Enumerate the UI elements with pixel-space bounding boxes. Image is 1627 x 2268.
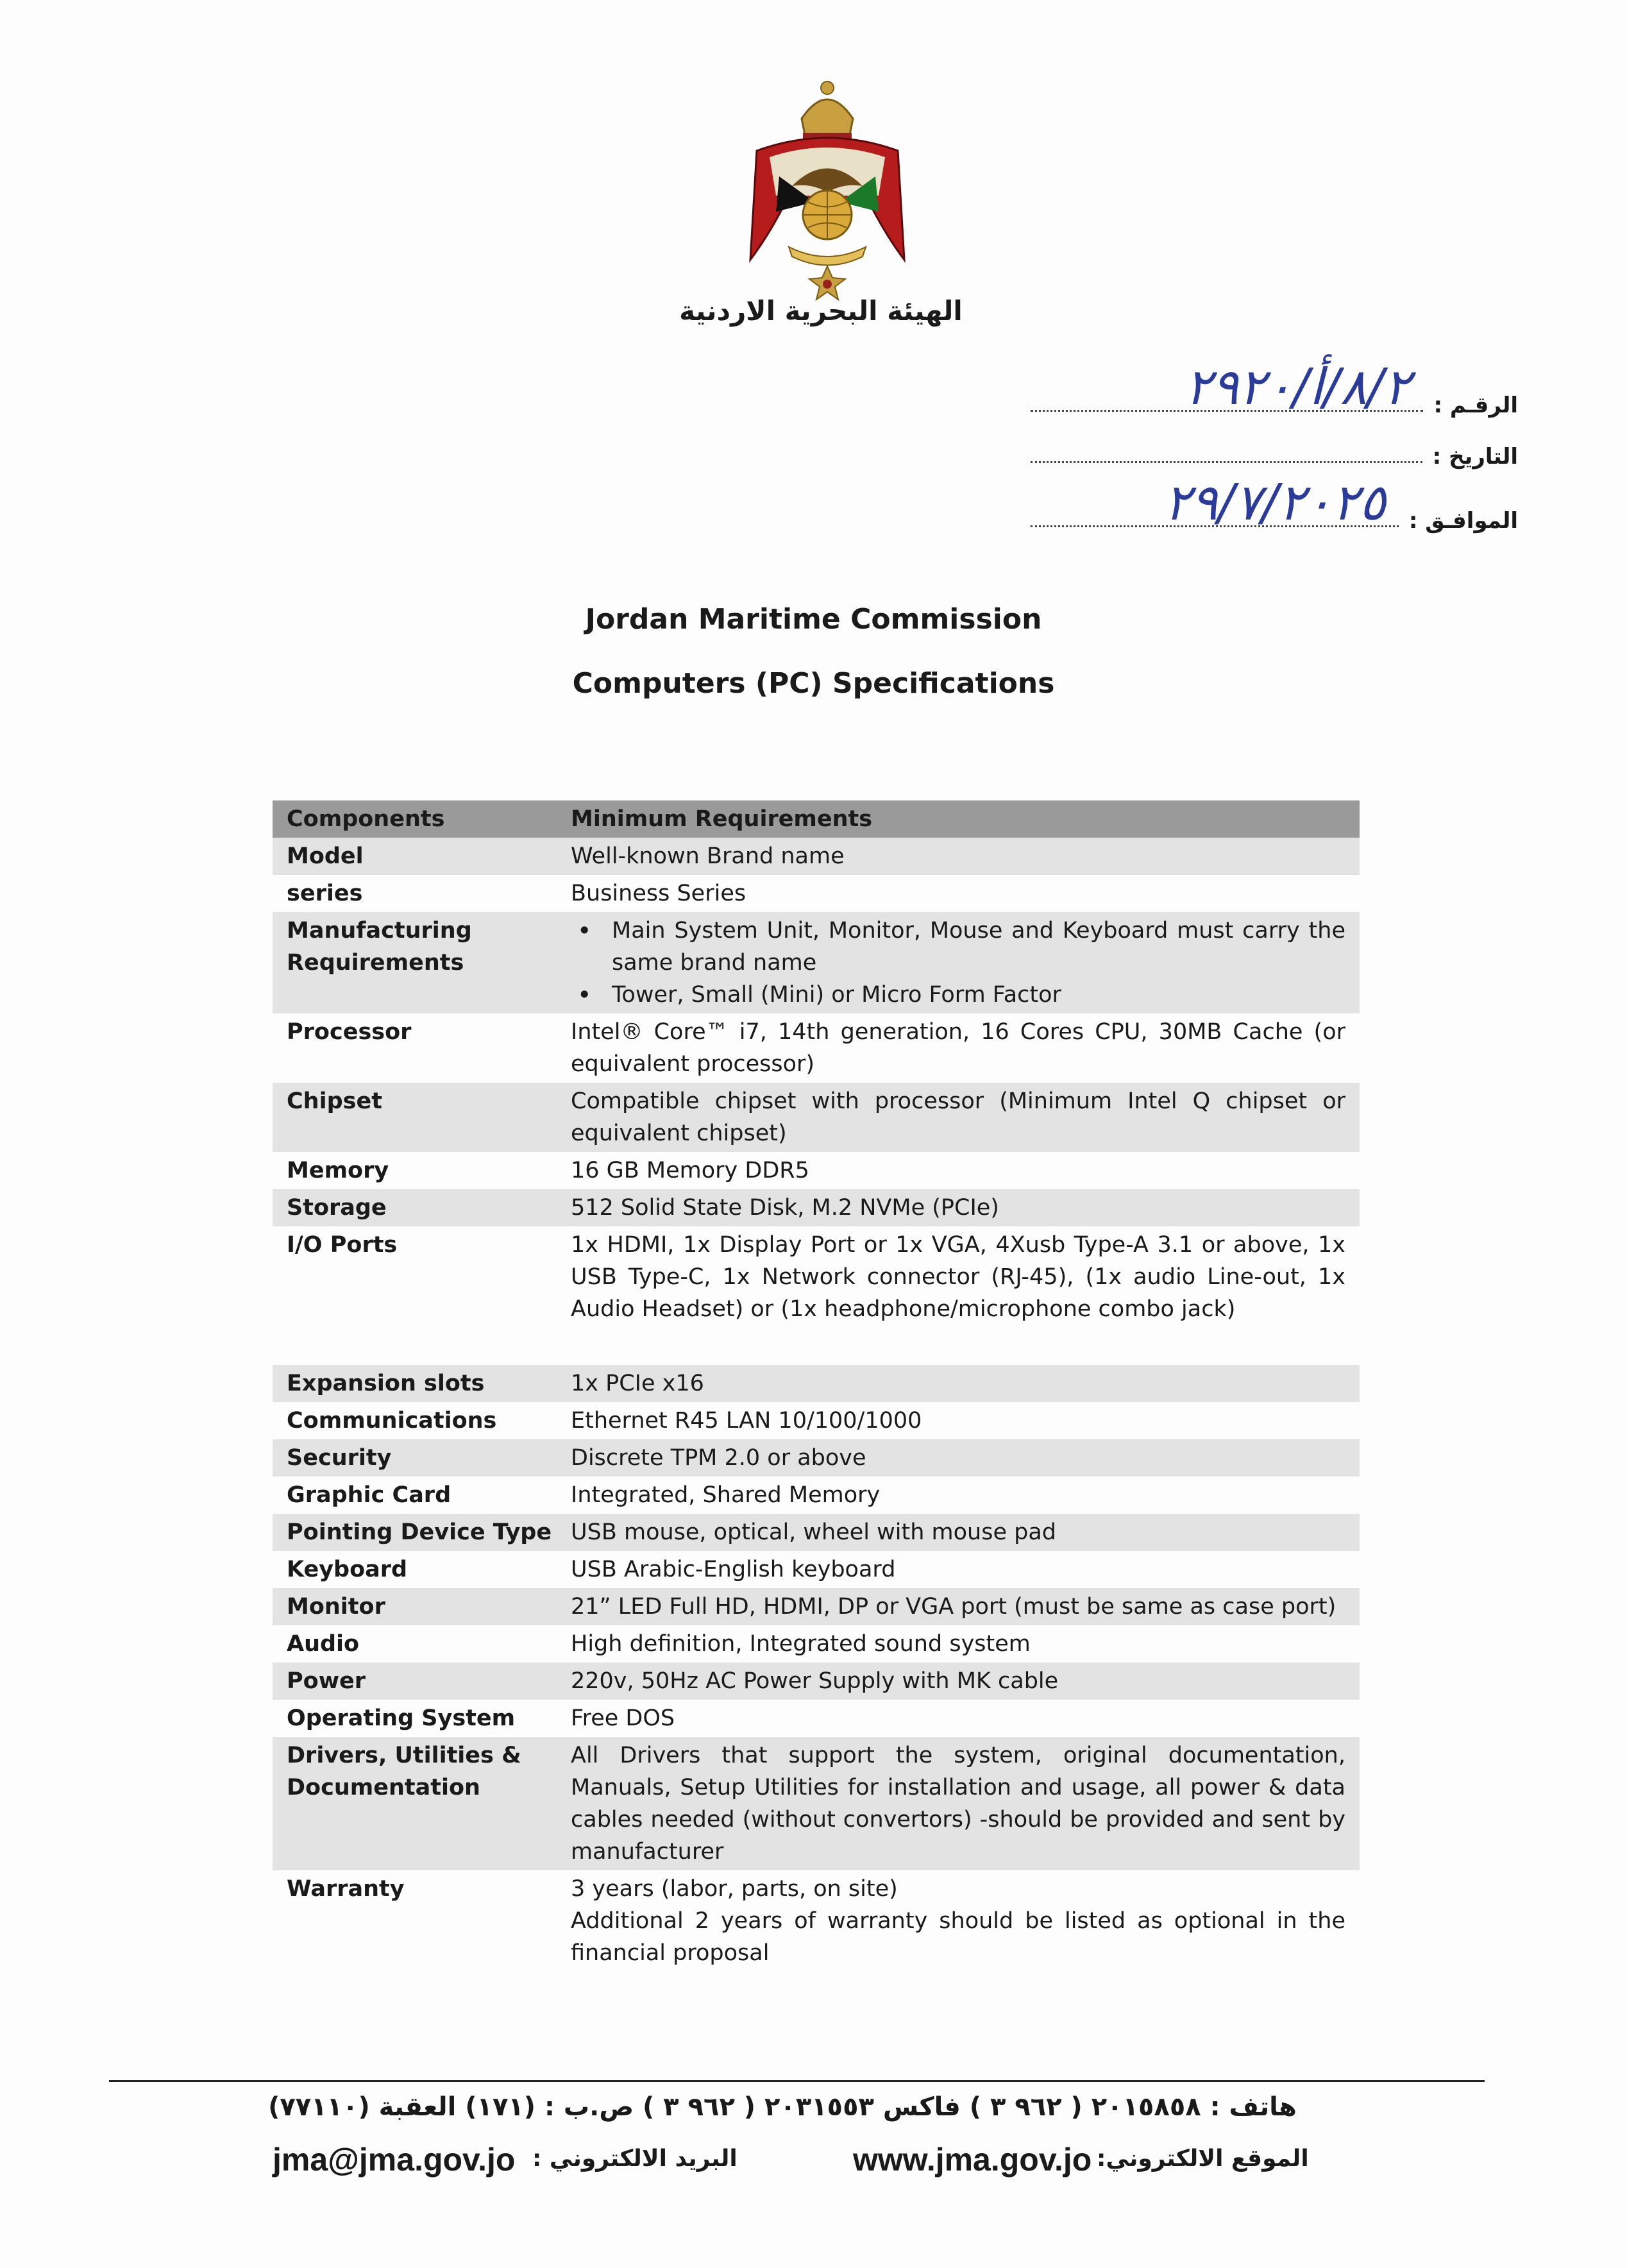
row-requirement: Intel® Core™ i7, 14th generation, 16 Cores CPU, 30MB Cache (or equivalent processor): [571, 1019, 1345, 1077]
table-row: [273, 875, 1360, 912]
row-requirement: 21” LED Full HD, HDMI, DP or VGA port (must be same as case port): [558, 1588, 1360, 1625]
footer-contact-line: هاتف : ٢٠١٥٨٥٨ ( ٩٦٢ ٣ ) فاكس ٢٠٣١٥٥٣ ( ٩٦٢ ٣ ) ص.ب : (١٧١) العقبة (٧٧١١٠): [268, 2092, 1297, 2122]
reference-corresponding-value: ٢٩/٧/٢٠٢٥: [1164, 474, 1386, 532]
table-row: [273, 912, 1360, 1013]
table-row: [273, 1439, 1360, 1477]
header-minimum-requirements: Minimum Requirements: [558, 800, 1360, 838]
specification-table: [273, 800, 1360, 1972]
row-requirement: Well-known Brand name: [558, 838, 1360, 875]
row-requirement: Discrete TPM 2.0 or above: [558, 1439, 1360, 1477]
row-component: Drivers, Utilities & Documentation: [273, 1737, 558, 1870]
bullet-item: • Main System Unit, Monitor, Mouse and Keyboard must carry the same brand name: [571, 915, 1345, 979]
row-component: I/O Ports: [287, 1232, 398, 1258]
table-row: [273, 1737, 1360, 1870]
bullet-item: • Tower, Small (Mini) or Micro Form Factor: [571, 979, 1345, 1011]
reference-number-value: ٨/٢/أ/٢٩٢٠: [1184, 359, 1411, 416]
footer-website-label: الموقع الالكتروني:: [1097, 2145, 1309, 2172]
row-component: series: [287, 881, 363, 906]
table-row: [273, 1152, 1360, 1189]
row-component: Memory: [287, 1158, 389, 1183]
table-row: [273, 1083, 1360, 1152]
reference-number-line: [1031, 359, 1423, 416]
reference-corresponding-label: الموافـق :: [1408, 508, 1518, 534]
table-row: [273, 1588, 1360, 1625]
row-component: Processor: [287, 1019, 412, 1045]
row-component: Storage: [273, 1189, 558, 1226]
reference-number-label: الرقـم :: [1433, 393, 1518, 418]
row-requirement: 1x HDMI, 1x Display Port or 1x VGA, 4Xusb Type-A 3.1 or above, 1x USB Type-C, 1x Network connector (RJ-45), (1x audio Line-out, 1x Audio Headset) or (1x headphone/microphone combo jack): [571, 1232, 1345, 1322]
row-component: Manufacturing Requirements: [273, 912, 558, 1013]
organization-name-arabic: الهيئة البحرية الاردنية: [679, 295, 963, 326]
warranty-line-2: Additional 2 years of warranty should be listed as optional in the financial proposal: [571, 1908, 1345, 1966]
row-component: Power: [273, 1663, 558, 1700]
row-requirement: [558, 1870, 1360, 1972]
row-component: Chipset: [273, 1083, 558, 1152]
header-components: Components: [273, 800, 558, 838]
document-subtitle: Computers (PC) Specifications: [572, 667, 1055, 700]
table-row: [273, 838, 1360, 875]
row-requirement: 512 Solid State Disk, M.2 NVMe (PCIe): [558, 1189, 1360, 1226]
table-row: [273, 1013, 1360, 1083]
row-requirement: Ethernet R45 LAN 10/100/1000: [571, 1408, 922, 1434]
row-component: Graphic Card: [287, 1482, 451, 1508]
row-component: Model: [273, 838, 558, 875]
row-requirement: High definition, Integrated sound system: [571, 1631, 1031, 1657]
table-header-row: [273, 800, 1360, 838]
reference-date-row: [1031, 423, 1518, 475]
table-row: [273, 1514, 1360, 1551]
footer-email-label: البريد الالكتروني :: [532, 2145, 738, 2172]
row-requirement: All Drivers that support the system, original documentation, Manuals, Setup Utilities for installation and usage, all power & data cables needed (without convertors) -should be provided and sent by manufacturer: [558, 1737, 1360, 1870]
row-requirement: [558, 912, 1360, 1013]
table-row: [273, 1477, 1360, 1514]
row-component: Expansion slots: [273, 1365, 558, 1402]
reference-date-line: [1031, 460, 1422, 463]
footer-website[interactable]: www.jma.gov.jo: [853, 2142, 1092, 2178]
table-spacer: [273, 1328, 1360, 1365]
row-requirement: Compatible chipset with processor (Minimum Intel Q chipset or equivalent chipset): [558, 1083, 1360, 1152]
table-row: [273, 1870, 1360, 1972]
row-requirement: USB Arabic-English keyboard: [571, 1557, 896, 1582]
row-requirement: USB mouse, optical, wheel with mouse pad: [558, 1514, 1360, 1551]
warranty-line-1: 3 years (labor, parts, on site): [571, 1876, 898, 1902]
row-component: Monitor: [273, 1588, 558, 1625]
reference-corresponding-line: [1031, 474, 1399, 532]
row-component: Keyboard: [287, 1557, 408, 1582]
table-row: [273, 1663, 1360, 1700]
row-requirement: 1x PCIe x16: [558, 1365, 1360, 1402]
row-requirement: Integrated, Shared Memory: [571, 1482, 881, 1508]
row-requirement: 220v, 50Hz AC Power Supply with MK cable: [558, 1663, 1360, 1700]
reference-corresponding-row: [1031, 475, 1518, 539]
row-component: Operating System: [287, 1705, 516, 1731]
row-component: Security: [273, 1439, 558, 1477]
table-row: [273, 1700, 1360, 1737]
reference-date-label: التاريخ :: [1432, 444, 1518, 470]
footer-email[interactable]: jma@jma.gov.jo: [273, 2142, 516, 2178]
jordan-coat-of-arms-icon: [731, 74, 923, 305]
reference-number-row: [1031, 359, 1518, 423]
table-row: [273, 1226, 1360, 1328]
table-row: [273, 1625, 1360, 1663]
table-row: [273, 1189, 1360, 1226]
footer-divider: [109, 2080, 1485, 2082]
row-component: Warranty: [287, 1876, 405, 1902]
row-component: Audio: [287, 1631, 360, 1657]
row-requirement: 16 GB Memory DDR5: [571, 1158, 809, 1183]
row-requirement: Free DOS: [571, 1705, 675, 1731]
row-component: Communications: [287, 1408, 497, 1434]
row-component: Pointing Device Type: [273, 1514, 558, 1551]
document-title: Jordan Maritime Commission: [585, 603, 1042, 636]
reference-block: [1031, 359, 1518, 539]
table-row: [273, 1551, 1360, 1588]
table-row: [273, 1402, 1360, 1439]
row-requirement: Business Series: [571, 881, 746, 906]
table-row: [273, 1365, 1360, 1402]
